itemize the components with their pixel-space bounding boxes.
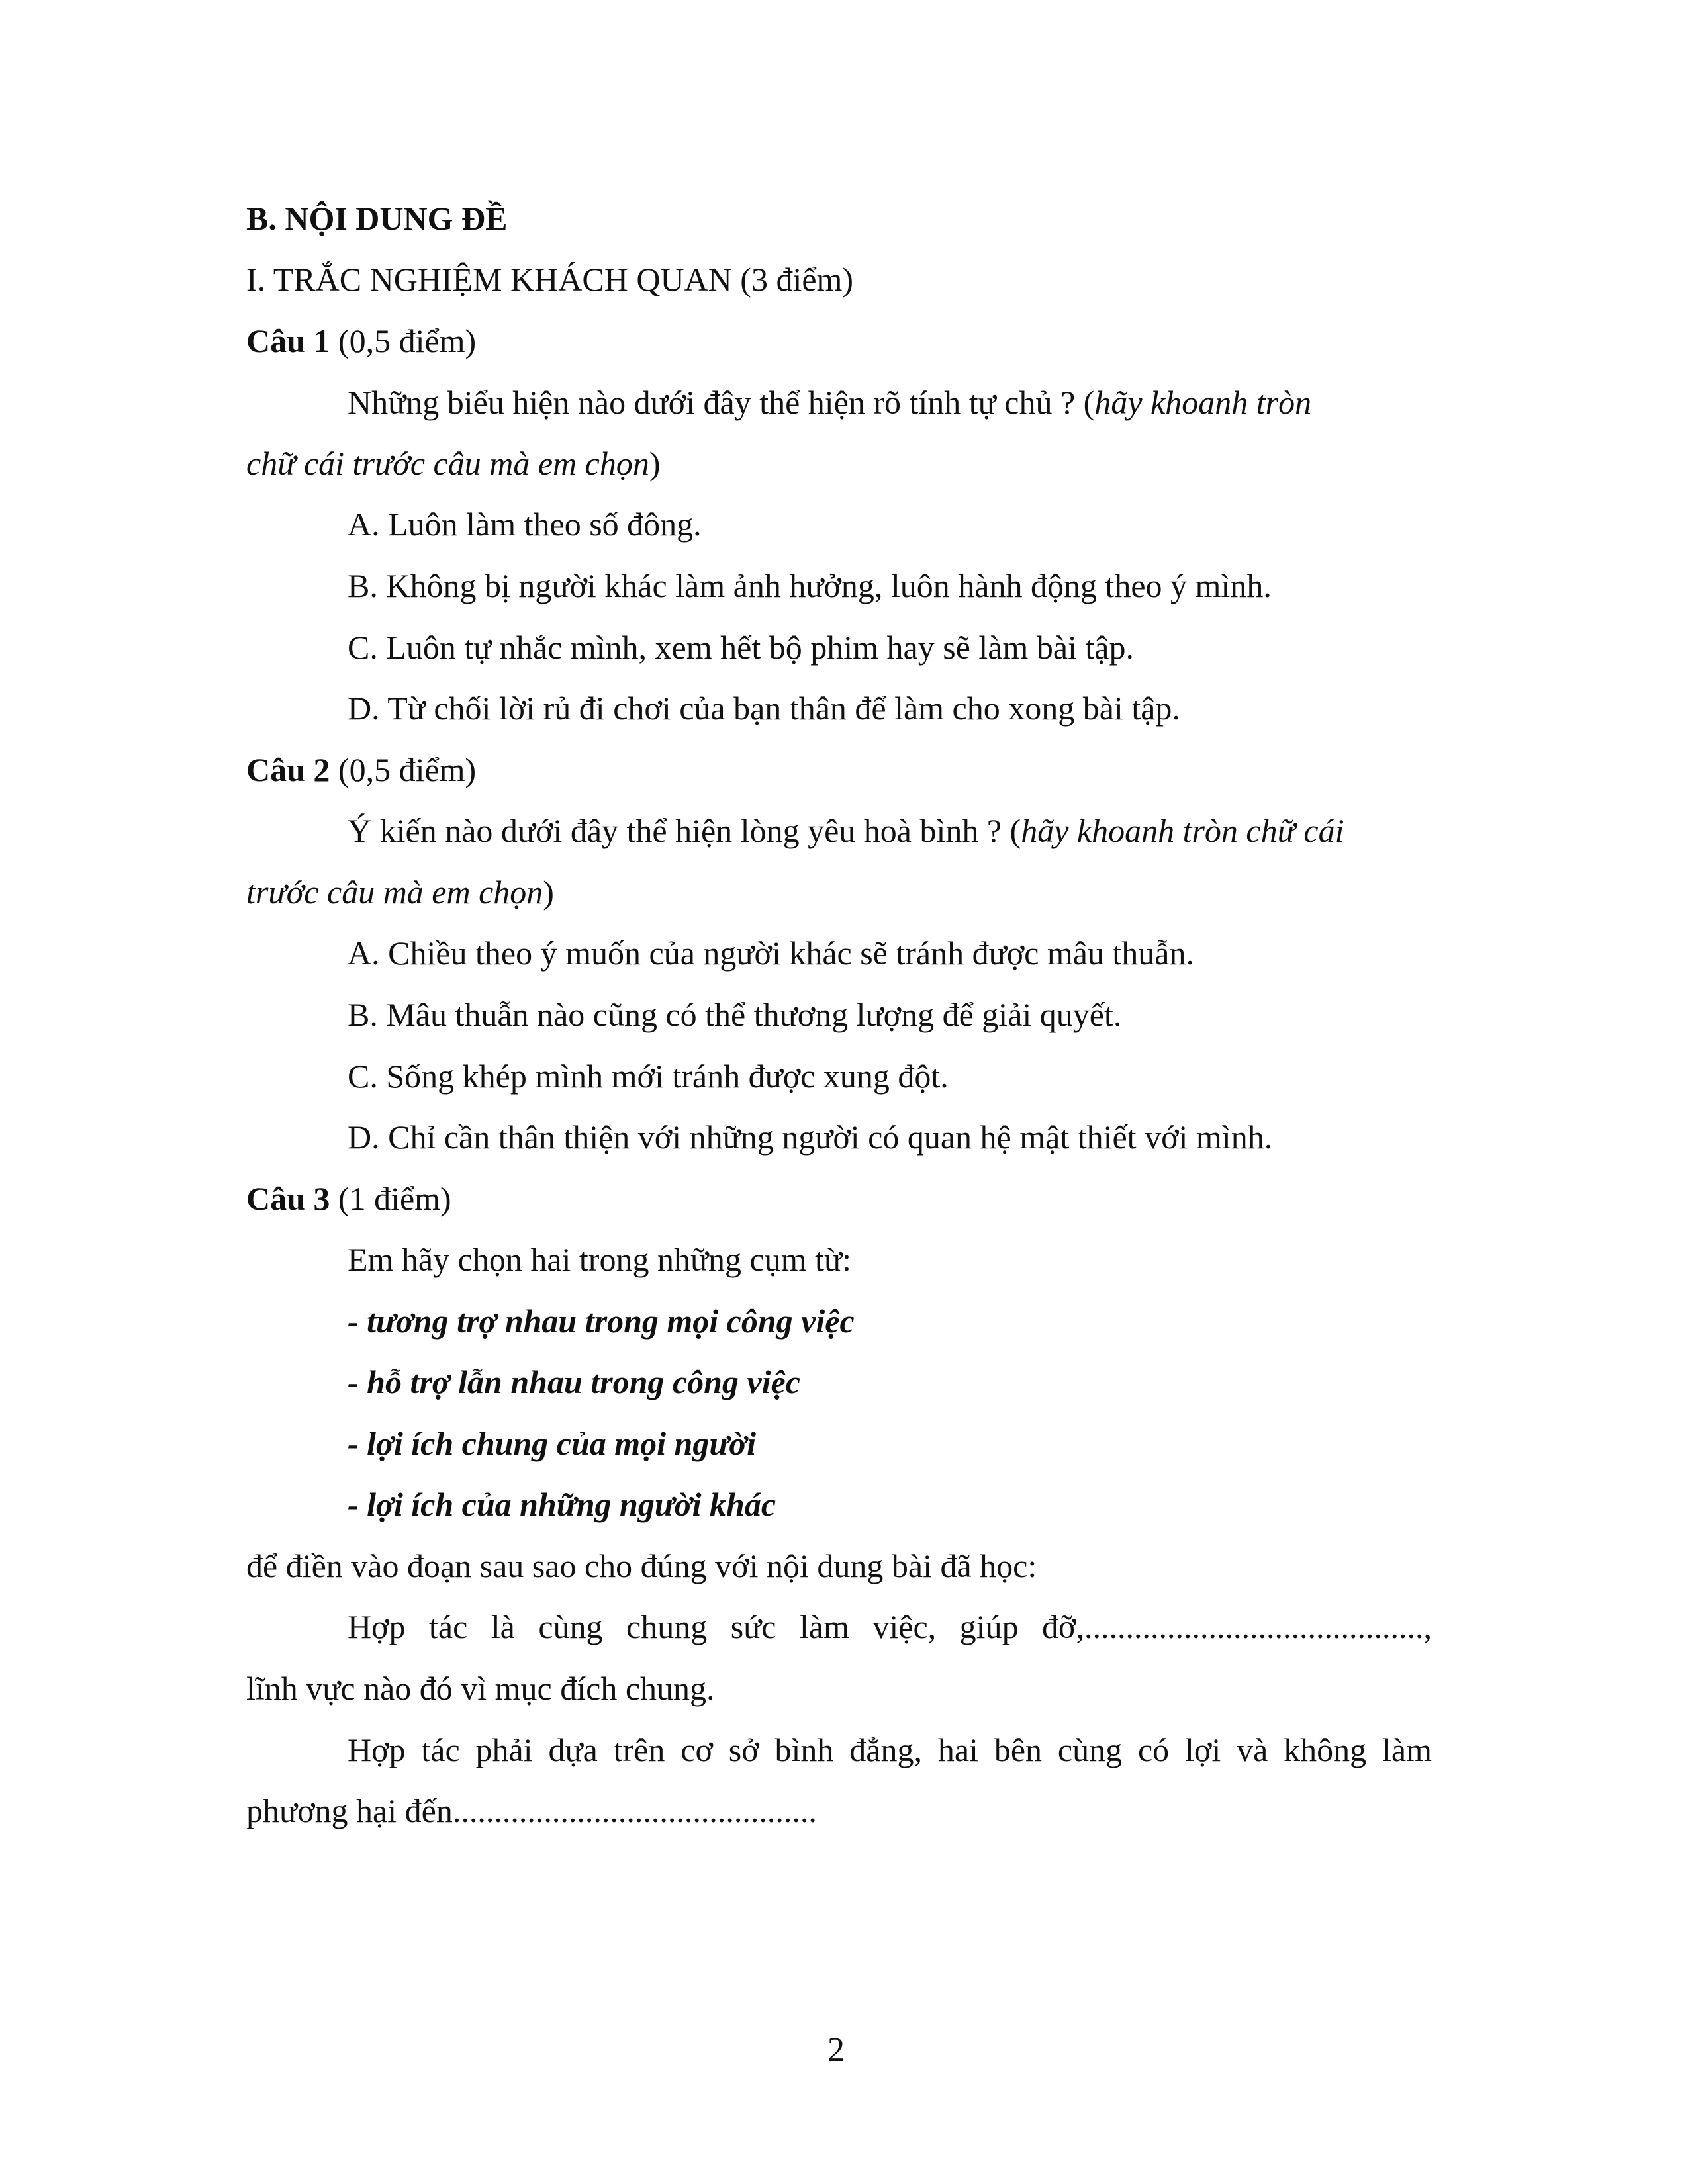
question-2-prompt-italic: hãy khoanh tròn chữ cái <box>1021 812 1344 849</box>
question-1-option-c[interactable]: C. Luôn tự nhắc mình, xem hết bộ phim hay sẽ làm bài tập. <box>348 629 1134 666</box>
question-2-header <box>246 750 476 790</box>
page-number: 2 <box>827 2031 845 2069</box>
part-title: I. TRẮC NGHIỆM KHÁCH QUAN (3 điểm) <box>246 261 854 298</box>
question-2-prompt-italic-continued: trước câu mà em chọn <box>246 874 543 911</box>
question-3-phrase-3: - lợi ích chung của mọi người <box>348 1425 757 1462</box>
question-1-header <box>246 321 476 361</box>
question-2-option-d[interactable]: D. Chỉ cần thân thiện với những người có quan hệ mật thiết với mình. <box>348 1118 1273 1156</box>
question-2-option-c[interactable]: C. Sống khép mình mới tránh được xung đột. <box>348 1058 949 1095</box>
question-1-prompt <box>348 383 1311 422</box>
question-3-instruction: Em hãy chọn hai trong những cụm từ: <box>348 1241 852 1278</box>
question-2-prompt-continuation <box>246 872 554 912</box>
question-1-label: Câu 1 <box>246 322 330 359</box>
question-3-phrase-4: - lợi ích của những người khác <box>348 1486 776 1523</box>
question-3-fill-instruction: để điền vào đoạn sau sao cho đúng với nội dung bài đã học: <box>246 1547 1037 1584</box>
question-2-option-b[interactable]: B. Mâu thuẫn nào cũng có thể thương lượng để giải quyết. <box>348 996 1122 1033</box>
question-2-label: Câu 2 <box>246 751 330 788</box>
question-3-header <box>246 1179 451 1218</box>
question-1-option-d[interactable]: D. Từ chối lời rủ đi chơi của bạn thân để làm cho xong bài tập. <box>348 690 1180 727</box>
question-2-prompt <box>348 811 1344 850</box>
question-2-prompt-text: Ý kiến nào dưới đây thể hiện lòng yêu hoà bình ? ( <box>348 812 1021 849</box>
question-1-prompt-continuation <box>246 443 661 483</box>
question-1-option-b[interactable]: B. Không bị người khác làm ảnh hưởng, luôn hành động theo ý mình. <box>348 567 1272 604</box>
question-3-label: Câu 3 <box>246 1180 330 1217</box>
question-2-option-a[interactable]: A. Chiều theo ý muốn của người khác sẽ tránh được mâu thuẫn. <box>348 934 1195 972</box>
question-2-points: (0,5 điểm) <box>330 751 477 788</box>
question-3-phrase-1: - tương trợ nhau trong mọi công việc <box>348 1302 855 1340</box>
question-2-prompt-close: ) <box>543 874 554 911</box>
question-1-option-a[interactable]: A. Luôn làm theo số đông. <box>348 506 702 543</box>
question-3-paragraph-2-line-1: Hợp tác phải dựa trên cơ sở bình đẳng, hai bên cùng có lợi và không làm <box>348 1731 1432 1768</box>
question-3-paragraph-1-line-1: Hợp tác là cùng chung sức làm việc, giúp đỡ,........................................., <box>348 1608 1432 1645</box>
question-1-prompt-italic: hãy khoanh tròn <box>1094 384 1312 421</box>
question-1-prompt-close: ) <box>649 445 661 482</box>
question-3-paragraph-1-line-2: lĩnh vực nào đó vì mục đích chung. <box>246 1670 715 1707</box>
section-title: B. NỘI DUNG ĐỀ <box>246 200 508 237</box>
question-3-phrase-2: - hỗ trợ lẫn nhau trong công việc <box>348 1363 800 1400</box>
question-3-points: (1 điểm) <box>330 1180 451 1217</box>
question-1-prompt-text: Những biểu hiện nào dưới đây thể hiện rõ tính tự chủ ? ( <box>348 384 1095 421</box>
question-1-prompt-italic-continued: chữ cái trước câu mà em chọn <box>246 445 649 482</box>
question-3-paragraph-2-line-2: phương hại đến............................................ <box>246 1792 817 1829</box>
question-1-points: (0,5 điểm) <box>330 322 477 359</box>
